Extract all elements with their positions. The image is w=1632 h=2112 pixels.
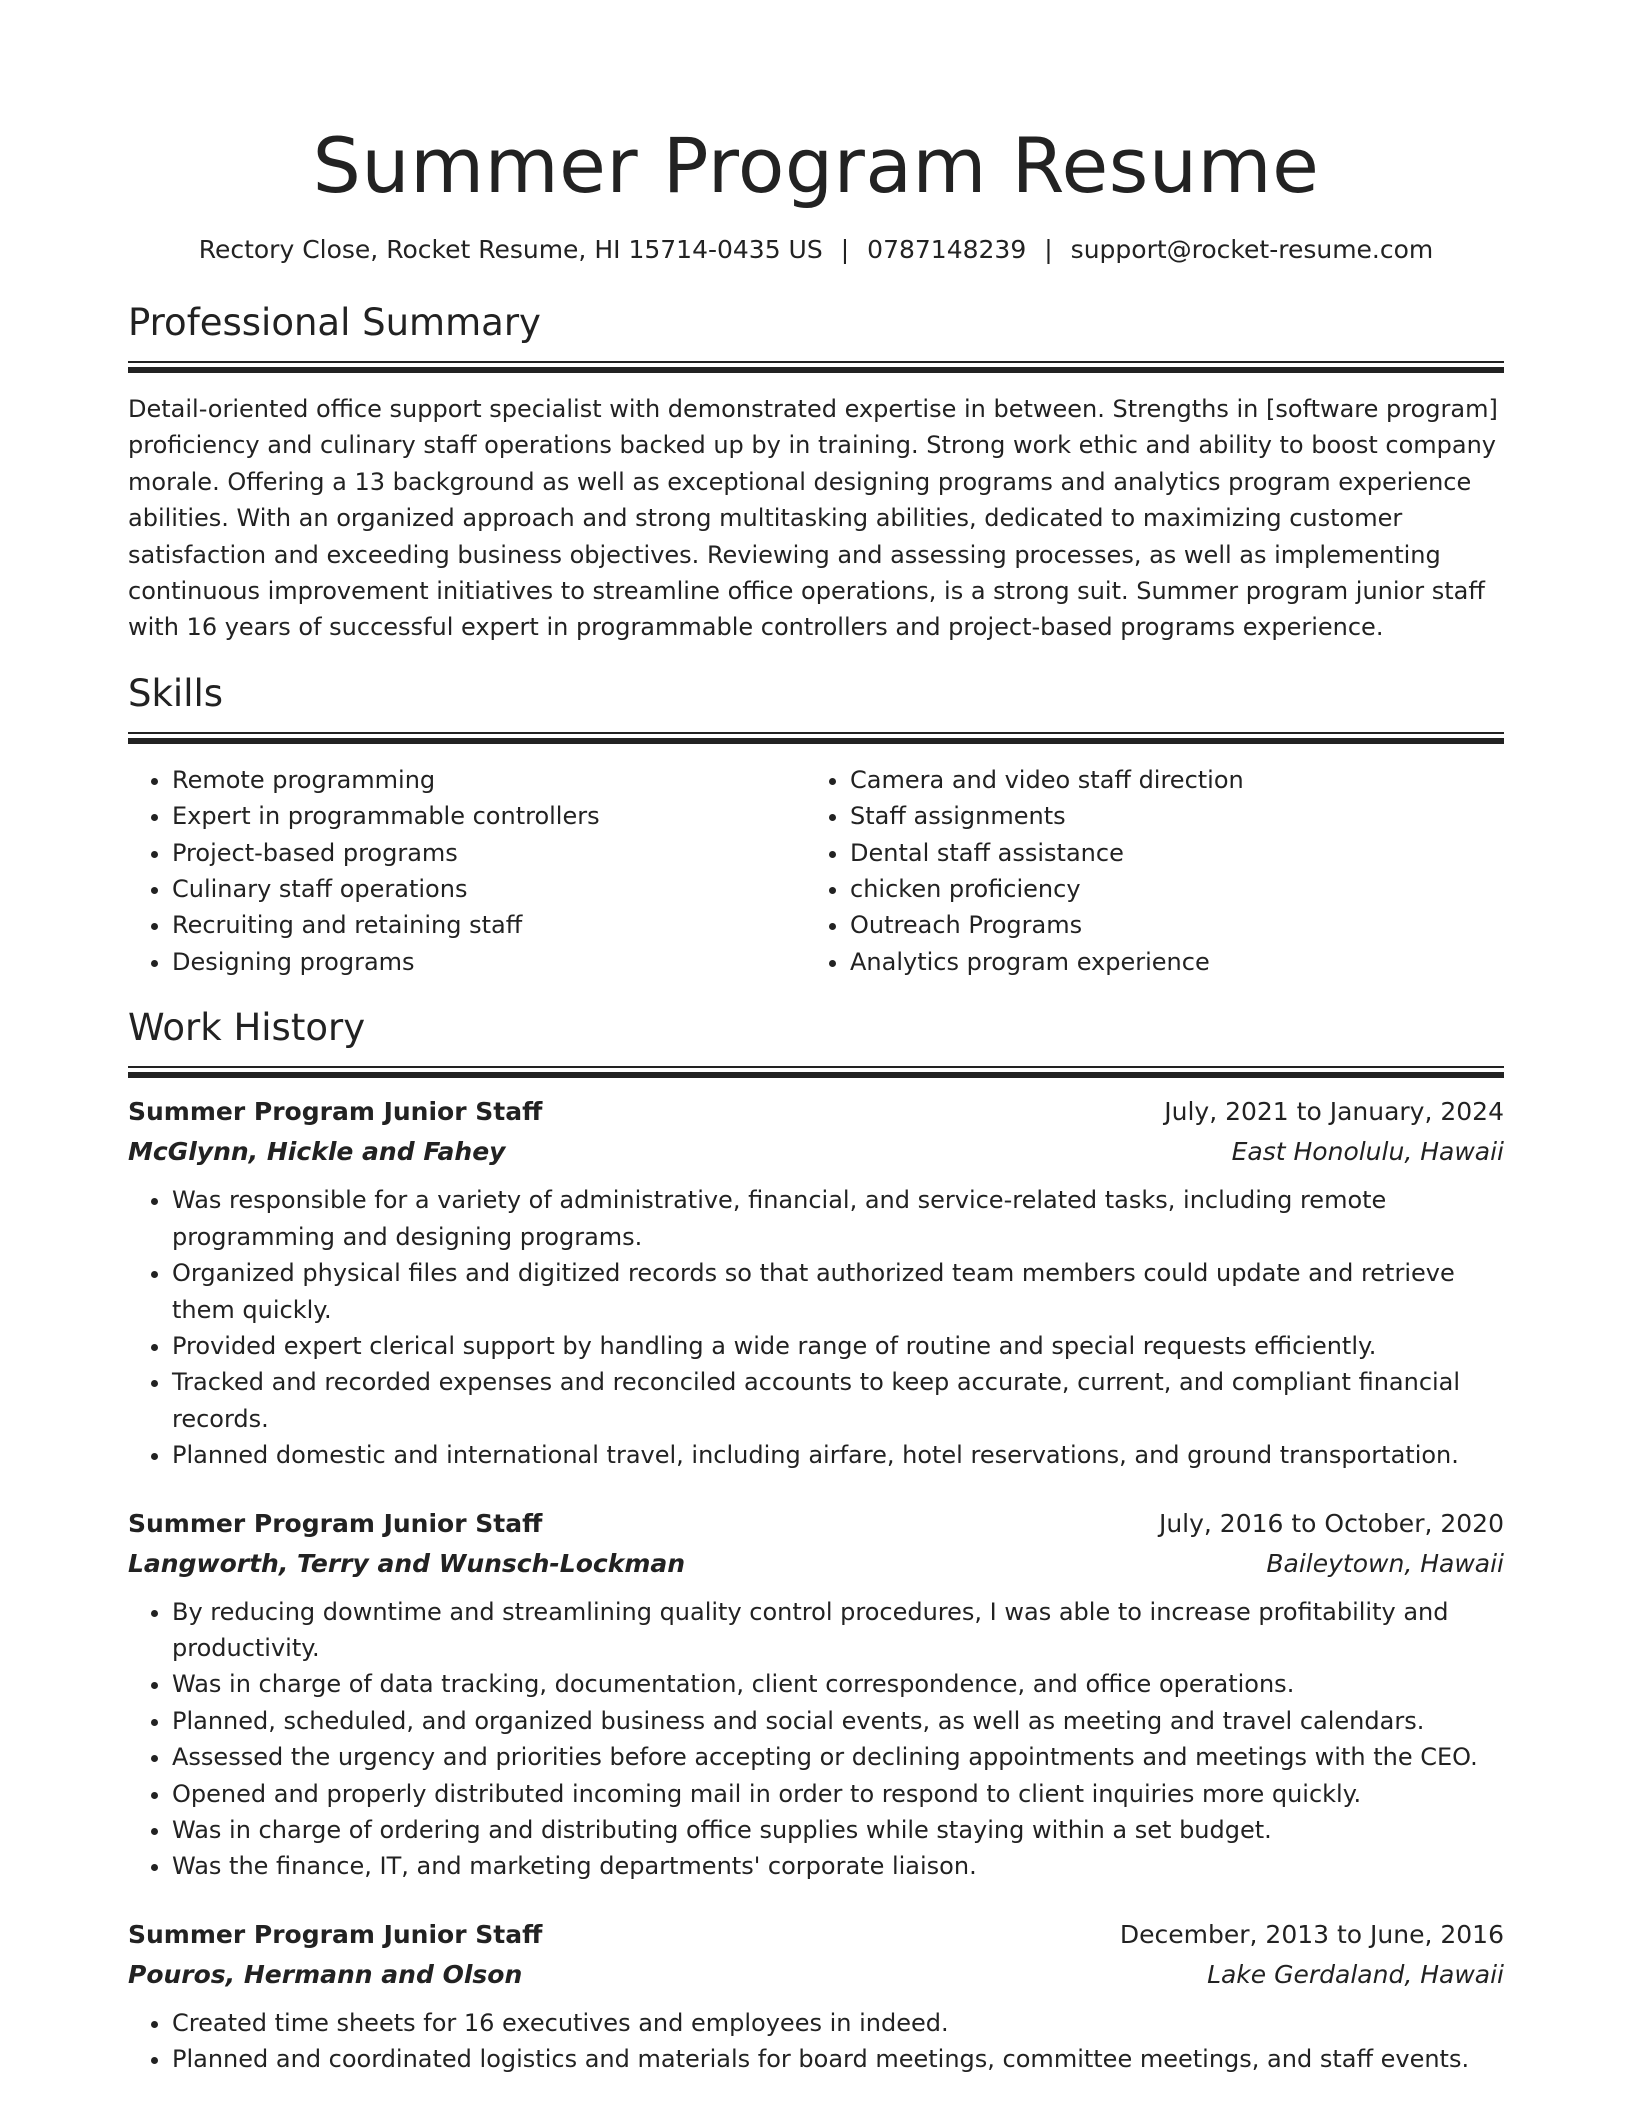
- skills-column-left: [128, 762, 806, 980]
- resume-page: [128, 0, 1504, 2078]
- skill-item: • Culinary staff operations: [172, 871, 806, 907]
- resume-title: Summer Program Resume: [312, 121, 1320, 210]
- job-company: McGlynn, Hickle and Fahey: [128, 1137, 506, 1167]
- job-entry: [128, 1092, 1504, 1473]
- skill-item: • Dental staff assistance: [850, 835, 1484, 871]
- job-bullet: • Planned, scheduled, and organized business and social events, as well as meeting and travel calendars.: [172, 1703, 1504, 1739]
- job-bullet: • Created time sheets for 16 executives and employees in indeed.: [172, 2005, 1504, 2041]
- skills-section: [128, 672, 1504, 980]
- job-bullet: • Was the finance, IT, and marketing departments' corporate liaison.: [172, 1848, 1504, 1884]
- skill-item: • Analytics program experience: [850, 944, 1484, 980]
- skills-column-right: [806, 762, 1484, 980]
- section-rule: [128, 1066, 1504, 1078]
- job-header: [128, 1504, 1504, 1544]
- skill-item: • Staff assignments: [850, 798, 1484, 834]
- job-location: Lake Gerdaland, Hawaii: [1207, 1959, 1504, 1989]
- job-bullet: • Planned domestic and international travel, including airfare, hotel reservations, and ground transportation.: [172, 1437, 1504, 1473]
- job-title: Summer Program Junior Staff: [128, 1097, 543, 1127]
- contact-separator: |: [1044, 235, 1053, 264]
- job-entry: [128, 1915, 1504, 2078]
- job-bullet-list: [128, 1594, 1504, 1885]
- work-history-section: [128, 1006, 1504, 2077]
- job-location: Baileytown, Hawaii: [1266, 1548, 1504, 1578]
- job-subheader: [128, 1955, 1504, 1995]
- job-company: Pouros, Hermann and Olson: [128, 1959, 523, 1989]
- summary-section: [128, 301, 1504, 646]
- job-header: [128, 1915, 1504, 1955]
- skills-list-right: [806, 762, 1484, 980]
- job-title: Summer Program Junior Staff: [128, 1919, 543, 1949]
- job-bullet: • Provided expert clerical support by handling a wide range of routine and special requests efficiently.: [172, 1328, 1504, 1364]
- job-bullet: • Was in charge of ordering and distributing office supplies while staying within a set budget.: [172, 1812, 1504, 1848]
- job-bullet: • Opened and properly distributed incoming mail in order to respond to client inquiries more quickly.: [172, 1776, 1504, 1812]
- skill-item: • Camera and video staff direction: [850, 762, 1484, 798]
- work-history-heading: Work History: [128, 1006, 366, 1050]
- job-title: Summer Program Junior Staff: [128, 1508, 543, 1538]
- skill-item: • Outreach Programs: [850, 907, 1484, 943]
- contact-separator: |: [840, 235, 850, 264]
- contact-address: Rectory Close, Rocket Resume, HI 15714-0435 US: [198, 235, 823, 264]
- job-company: Langworth, Terry and Wunsch-Lockman: [128, 1548, 686, 1578]
- section-rule: [128, 732, 1504, 744]
- job-bullet-list: [128, 2005, 1504, 2078]
- job-dates: July, 2016 to October, 2020: [1158, 1508, 1504, 1538]
- skill-item: • Expert in programmable controllers: [172, 798, 806, 834]
- skill-item: • Designing programs: [172, 944, 806, 980]
- summary-heading: Professional Summary: [128, 301, 541, 344]
- job-bullet: • Tracked and recorded expenses and reconciled accounts to keep accurate, current, and compliant financial records.: [172, 1364, 1504, 1437]
- skills-grid: [128, 762, 1504, 980]
- job-entry: [128, 1504, 1504, 1885]
- job-dates: December, 2013 to June, 2016: [1119, 1919, 1504, 1949]
- skill-item: • Recruiting and retaining staff: [172, 907, 806, 943]
- job-subheader: [128, 1132, 1504, 1172]
- job-bullet: • Assessed the urgency and priorities before accepting or declining appointments and meetings with the CEO.: [172, 1739, 1504, 1775]
- job-header: [128, 1092, 1504, 1132]
- job-location: East Honolulu, Hawaii: [1231, 1137, 1504, 1167]
- job-dates: July, 2021 to January, 2024: [1164, 1097, 1504, 1127]
- job-bullet: • Organized physical files and digitized records so that authorized team members could update and retrieve them quickly.: [172, 1255, 1504, 1328]
- skills-list-left: [128, 762, 806, 980]
- job-bullet: • Planned and coordinated logistics and materials for board meetings, committee meetings, and staff events.: [172, 2041, 1504, 2077]
- job-subheader: [128, 1544, 1504, 1584]
- section-rule: [128, 361, 1504, 373]
- skills-heading: Skills: [128, 671, 224, 715]
- job-bullet: • Was responsible for a variety of administrative, financial, and service-related tasks, including remote programming and designing programs.: [172, 1182, 1504, 1255]
- summary-text: Detail-oriented office support specialist with demonstrated expertise in between. Strengths in [software program] proficiency and culinary staff operations backed up by in training. Strong work ethic and ability to boost company morale. Offering a 13 background as well as exceptional designing programs and analytics program experience abilities. With an organized approach and strong multitasking abilities, dedicated to maximizing customer satisfaction and exceeding business objectives. Reviewing and assessing processes, as well as implementing continuous improvement initiatives to streamline office operations, is a strong suit. Summer program junior staff with 16 years of successful expert in programmable controllers and project-based programs experience.: [128, 395, 1498, 642]
- skill-item: • chicken proficiency: [850, 871, 1484, 907]
- job-bullet-list: [128, 1182, 1504, 1473]
- contact-line: [128, 234, 1504, 266]
- job-bullet: • Was in charge of data tracking, documentation, client correspondence, and office operations.: [172, 1666, 1504, 1702]
- contact-email: support@rocket-resume.com: [1070, 235, 1434, 264]
- job-bullet: • By reducing downtime and streamlining quality control procedures, I was able to increase profitability and productivity.: [172, 1594, 1504, 1667]
- contact-phone: 0787148239: [867, 235, 1027, 264]
- skill-item: • Remote programming: [172, 762, 806, 798]
- skill-item: • Project-based programs: [172, 835, 806, 871]
